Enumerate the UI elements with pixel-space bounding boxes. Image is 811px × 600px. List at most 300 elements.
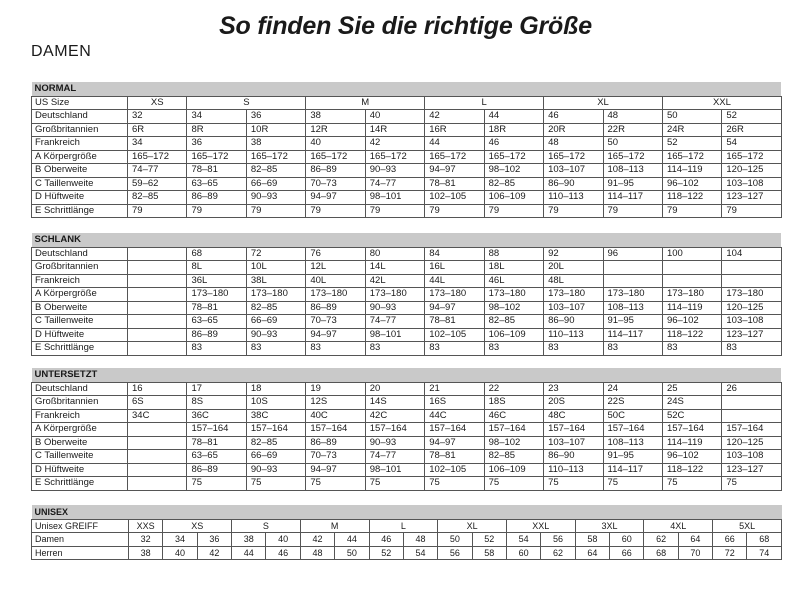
table-cell: 82–85: [246, 436, 305, 450]
table-cell: 12S: [306, 396, 365, 410]
table-cell: 86–89: [187, 463, 246, 477]
table-cell: [128, 328, 187, 342]
row-label: Frankreich: [32, 137, 128, 151]
table-cell: 120–125: [722, 436, 782, 450]
table-cell: 103–107: [544, 164, 603, 178]
table-cell: 42: [425, 110, 484, 124]
table-cell: 46: [266, 546, 300, 560]
section-header-row: [32, 368, 782, 382]
table-cell: [722, 409, 782, 423]
table-row: [32, 150, 782, 164]
table-cell: 118–122: [662, 463, 721, 477]
row-label: E Schrittlänge: [32, 342, 128, 356]
table-row: [32, 463, 782, 477]
table-cell: 36L: [187, 274, 246, 288]
table-cell: 22: [484, 382, 543, 396]
table-cell: 78–81: [187, 301, 246, 315]
table-cell: 114–117: [603, 463, 662, 477]
table-cell: 54: [403, 546, 437, 560]
table-cell: 18S: [484, 396, 543, 410]
table-cell: 72: [246, 247, 305, 261]
table-schlank: [31, 233, 782, 356]
table-cell: 52: [472, 533, 506, 547]
table-cell: 173–180: [662, 288, 721, 302]
table-cell: [128, 423, 187, 437]
table-cell: [603, 261, 662, 275]
table-row: [32, 261, 782, 275]
table-cell: [128, 463, 187, 477]
size-header: S: [232, 519, 301, 533]
table-cell: 173–180: [425, 288, 484, 302]
table-cell: 91–95: [603, 177, 662, 191]
table-cell: 82–85: [484, 450, 543, 464]
table-cell: 90–93: [246, 191, 305, 205]
size-header: XXS: [129, 519, 163, 533]
table-cell: 103–107: [544, 436, 603, 450]
table-cell: 38: [232, 533, 266, 547]
table-cell: 42: [300, 533, 334, 547]
row-label: D Hüftweite: [32, 191, 128, 205]
table-cell: 157–164: [246, 423, 305, 437]
table-unisex: [31, 505, 782, 560]
table-cell: 8L: [187, 261, 246, 275]
table-cell: 157–164: [484, 423, 543, 437]
table-cell: 46C: [484, 409, 543, 423]
table-cell: 66–69: [246, 177, 305, 191]
table-cell: 106–109: [484, 328, 543, 342]
row-label: B Oberweite: [32, 301, 128, 315]
row-label: C Taillenweite: [32, 177, 128, 191]
table-cell: [722, 274, 781, 288]
table-cell: 46L: [484, 274, 543, 288]
table-row: [32, 137, 782, 151]
table-cell: 44L: [425, 274, 484, 288]
table-cell: 123–127: [722, 463, 782, 477]
table-cell: 173–180: [603, 288, 662, 302]
size-header: XL: [544, 96, 663, 110]
size-header: L: [425, 96, 544, 110]
row-label: Großbritannien: [32, 261, 128, 275]
table-cell: 54: [722, 137, 782, 151]
table-cell: 20S: [544, 396, 603, 410]
table-cell: 46: [544, 110, 603, 124]
table-cell: 16S: [425, 396, 484, 410]
table-cell: 52: [662, 137, 721, 151]
table-cell: 18R: [484, 123, 543, 137]
table-cell: 165–172: [662, 150, 721, 164]
table-cell: 48: [403, 533, 437, 547]
table-cell: 6S: [128, 396, 187, 410]
table-cell: 165–172: [306, 150, 365, 164]
row-label: A Körpergröße: [32, 423, 128, 437]
table-cell: 83: [544, 342, 603, 356]
table-cell: 20L: [544, 261, 603, 275]
section-header-row: [32, 505, 782, 519]
table-cell: 36: [197, 533, 231, 547]
table-cell: 79: [128, 204, 187, 218]
table-cell: 165–172: [603, 150, 662, 164]
table-cell: 106–109: [484, 191, 543, 205]
table-row: [32, 288, 782, 302]
table-cell: 157–164: [306, 423, 365, 437]
table-cell: 50: [662, 110, 721, 124]
table-cell: 26: [722, 382, 782, 396]
table-cell: 14R: [365, 123, 424, 137]
table-cell: 114–117: [603, 191, 662, 205]
table-cell: 34: [187, 110, 246, 124]
table-cell: 94–97: [425, 301, 484, 315]
table-cell: [662, 261, 721, 275]
table-cell: 82–85: [128, 191, 187, 205]
table-cell: 92: [544, 247, 603, 261]
table-cell: 75: [246, 477, 305, 491]
table-cell: 75: [365, 477, 424, 491]
row-label: E Schrittlänge: [32, 204, 128, 218]
table-cell: 165–172: [365, 150, 424, 164]
table-cell: 50: [603, 137, 662, 151]
table-cell: 32: [129, 533, 163, 547]
table-row: [32, 477, 782, 491]
table-cell: 54: [506, 533, 540, 547]
table-cell: 103–108: [722, 177, 782, 191]
section-header: NORMAL: [32, 82, 782, 96]
table-cell: 83: [365, 342, 424, 356]
size-header: S: [187, 96, 306, 110]
table-cell: 44: [425, 137, 484, 151]
table-cell: 90–93: [365, 301, 424, 315]
table-cell: 165–172: [484, 150, 543, 164]
table-cell: 66: [713, 533, 747, 547]
table-cell: 103–108: [722, 450, 782, 464]
table-cell: 59–62: [128, 177, 187, 191]
table-cell: 79: [306, 204, 365, 218]
table-cell: 173–180: [544, 288, 603, 302]
table-cell: 165–172: [425, 150, 484, 164]
table-cell: 70: [678, 546, 712, 560]
table-cell: 48C: [544, 409, 603, 423]
table-cell: 22R: [603, 123, 662, 137]
table-cell: 12L: [306, 261, 365, 275]
table-cell: [722, 261, 781, 275]
table-row: [32, 342, 782, 356]
section-header: SCHLANK: [32, 233, 782, 247]
table-cell: 82–85: [484, 177, 543, 191]
table-cell: 96–102: [662, 177, 721, 191]
table-cell: 173–180: [306, 288, 365, 302]
table-row: [32, 315, 782, 329]
row-label: Deutschland: [32, 247, 128, 261]
table-cell: 86–90: [544, 177, 603, 191]
table-cell: [603, 274, 662, 288]
table-cell: 84: [425, 247, 484, 261]
table-cell: 120–125: [722, 301, 781, 315]
table-row: [32, 123, 782, 137]
table-cell: 26R: [722, 123, 782, 137]
section-header-row: [32, 233, 782, 247]
table-cell: [128, 274, 187, 288]
table-cell: 63–65: [187, 177, 246, 191]
table-cell: 58: [575, 533, 609, 547]
table-cell: 24R: [662, 123, 721, 137]
table-cell: 20R: [544, 123, 603, 137]
table-cell: 94–97: [306, 191, 365, 205]
table-cell: 173–180: [187, 288, 246, 302]
table-cell: 157–164: [425, 423, 484, 437]
table-cell: 75: [722, 477, 782, 491]
size-header: XS: [128, 96, 187, 110]
table-cell: 52: [369, 546, 403, 560]
table-cell: 83: [662, 342, 721, 356]
table-cell: 34C: [128, 409, 187, 423]
table-cell: [128, 261, 187, 275]
table-cell: 82–85: [246, 164, 305, 178]
table-row: [32, 110, 782, 124]
size-header: L: [369, 519, 438, 533]
table-cell: 63–65: [187, 450, 246, 464]
table-cell: 86–89: [306, 436, 365, 450]
table-cell: 100: [662, 247, 721, 261]
table-cell: 42C: [365, 409, 424, 423]
table-cell: [662, 274, 721, 288]
table-cell: 22S: [603, 396, 662, 410]
table-cell: 48L: [544, 274, 603, 288]
size-header: M: [300, 519, 369, 533]
table-cell: 90–93: [365, 436, 424, 450]
table-cell: 52C: [662, 409, 721, 423]
table-cell: 110–113: [544, 463, 603, 477]
table-cell: 50: [438, 533, 472, 547]
table-cell: 114–119: [662, 301, 721, 315]
table-cell: 36: [187, 137, 246, 151]
table-row: [32, 396, 782, 410]
table-cell: 50C: [603, 409, 662, 423]
table-cell: 72: [713, 546, 747, 560]
table-cell: 38L: [246, 274, 305, 288]
table-cell: 157–164: [187, 423, 246, 437]
table-cell: 96–102: [662, 315, 721, 329]
table-cell: 103–108: [722, 315, 781, 329]
table-cell: 36: [246, 110, 305, 124]
table-cell: [128, 315, 187, 329]
table-cell: 18L: [484, 261, 543, 275]
table-cell: 165–172: [187, 150, 246, 164]
table-cell: 75: [484, 477, 543, 491]
table-cell: 91–95: [603, 450, 662, 464]
table-row: [32, 450, 782, 464]
table-cell: [128, 436, 187, 450]
table-cell: 94–97: [306, 328, 365, 342]
row-label: Damen: [32, 533, 129, 547]
table-cell: 44: [484, 110, 543, 124]
table-cell: 90–93: [246, 463, 305, 477]
table-cell: 83: [246, 342, 305, 356]
table-cell: [128, 301, 187, 315]
row-label: Deutschland: [32, 110, 128, 124]
table-cell: 173–180: [484, 288, 543, 302]
table-cell: 48: [603, 110, 662, 124]
table-cell: 86–89: [187, 328, 246, 342]
table-cell: 86–89: [306, 301, 365, 315]
table-cell: 70–73: [306, 177, 365, 191]
table-cell: 40: [266, 533, 300, 547]
row-label: D Hüftweite: [32, 328, 128, 342]
row-label: Großbritannien: [32, 396, 128, 410]
table-cell: 75: [662, 477, 721, 491]
table-cell: 83: [425, 342, 484, 356]
table-cell: 78–81: [187, 436, 246, 450]
table-cell: [128, 288, 187, 302]
table-cell: 91–95: [603, 315, 662, 329]
table-row: [32, 409, 782, 423]
table-cell: 38: [129, 546, 163, 560]
table-cell: 104: [722, 247, 781, 261]
table-cell: 32: [128, 110, 187, 124]
table-cell: 42L: [365, 274, 424, 288]
table-cell: 75: [544, 477, 603, 491]
table-cell: 118–122: [662, 328, 721, 342]
table-cell: 78–81: [425, 177, 484, 191]
table-cell: 79: [484, 204, 543, 218]
table-row: [32, 546, 782, 560]
row-label: E Schrittlänge: [32, 477, 128, 491]
table-cell: 75: [425, 477, 484, 491]
table-row: [32, 382, 782, 396]
table-cell: 86–90: [544, 450, 603, 464]
table-row: [32, 204, 782, 218]
size-header: XS: [163, 519, 232, 533]
table-cell: 165–172: [128, 150, 187, 164]
table-cell: 40L: [306, 274, 365, 288]
table-cell: 78–81: [425, 315, 484, 329]
table-cell: 98–101: [365, 463, 424, 477]
size-header: XXL: [506, 519, 575, 533]
table-cell: 123–127: [722, 328, 781, 342]
table-cell: 98–102: [484, 436, 543, 450]
table-cell: 46: [484, 137, 543, 151]
table-cell: 14S: [365, 396, 424, 410]
table-cell: 76: [306, 247, 365, 261]
table-row: [32, 274, 782, 288]
table-cell: 173–180: [365, 288, 424, 302]
table-row: [32, 436, 782, 450]
table-cell: [128, 342, 187, 356]
table-cell: 62: [541, 546, 575, 560]
table-cell: 16: [128, 382, 187, 396]
page-title: So finden Sie die richtige Größe: [219, 12, 592, 40]
table-cell: 12R: [306, 123, 365, 137]
table-cell: 48: [544, 137, 603, 151]
table-cell: 42: [365, 137, 424, 151]
table-cell: 10L: [246, 261, 305, 275]
table-cell: 75: [306, 477, 365, 491]
table-cell: 21: [425, 382, 484, 396]
table-cell: 52: [722, 110, 782, 124]
table-cell: 60: [610, 533, 644, 547]
table-cell: 64: [678, 533, 712, 547]
table-cell: 79: [187, 204, 246, 218]
table-cell: 94–97: [306, 463, 365, 477]
row-label: Frankreich: [32, 274, 128, 288]
table-cell: 62: [644, 533, 678, 547]
table-cell: 157–164: [544, 423, 603, 437]
row-label: Unisex GREIFF: [32, 519, 129, 533]
row-label: B Oberweite: [32, 436, 128, 450]
table-cell: 24: [603, 382, 662, 396]
table-row: [32, 301, 782, 315]
row-label: A Körpergröße: [32, 288, 128, 302]
table-cell: 48: [300, 546, 334, 560]
table-cell: 44: [232, 546, 266, 560]
table-cell: 94–97: [425, 164, 484, 178]
table-cell: 102–105: [425, 191, 484, 205]
table-cell: 68: [187, 247, 246, 261]
row-label: Frankreich: [32, 409, 128, 423]
table-row: [32, 191, 782, 205]
table-cell: 74–77: [365, 450, 424, 464]
table-cell: 20: [365, 382, 424, 396]
table-cell: 110–113: [544, 191, 603, 205]
table-row: [32, 164, 782, 178]
table-cell: 165–172: [722, 150, 782, 164]
table-cell: 103–107: [544, 301, 603, 315]
row-label: D Hüftweite: [32, 463, 128, 477]
table-cell: 96–102: [662, 450, 721, 464]
table-cell: 83: [484, 342, 543, 356]
table-cell: 75: [603, 477, 662, 491]
table-cell: 24S: [662, 396, 721, 410]
table-cell: 86–89: [187, 191, 246, 205]
table-cell: 34: [128, 137, 187, 151]
size-header: 3XL: [575, 519, 644, 533]
row-label: Großbritannien: [32, 123, 128, 137]
table-cell: 18: [246, 382, 305, 396]
row-label: B Oberweite: [32, 164, 128, 178]
table-cell: 173–180: [246, 288, 305, 302]
table-cell: 173–180: [722, 288, 781, 302]
table-cell: 79: [544, 204, 603, 218]
size-header: XXL: [662, 96, 781, 110]
table-row: [32, 177, 782, 191]
section-header: UNTERSETZT: [32, 368, 782, 382]
table-cell: 60: [506, 546, 540, 560]
row-label: Herren: [32, 546, 129, 560]
table-cell: 34: [163, 533, 197, 547]
table-cell: 38: [306, 110, 365, 124]
table-cell: 58: [472, 546, 506, 560]
table-cell: 17: [187, 382, 246, 396]
table-cell: 68: [747, 533, 782, 547]
table-cell: 16L: [425, 261, 484, 275]
table-cell: 40: [365, 110, 424, 124]
table-cell: 44: [335, 533, 369, 547]
row-label: C Taillenweite: [32, 315, 128, 329]
table-cell: 98–101: [365, 328, 424, 342]
table-cell: 108–113: [603, 436, 662, 450]
table-normal: [31, 82, 782, 218]
table-cell: 56: [438, 546, 472, 560]
table-cell: 96: [603, 247, 662, 261]
table-cell: 86–90: [544, 315, 603, 329]
table-cell: 8R: [187, 123, 246, 137]
table-untersetzt: [31, 368, 782, 491]
table-cell: 66–69: [246, 315, 305, 329]
table-cell: 23: [544, 382, 603, 396]
table-cell: 90–93: [365, 164, 424, 178]
table-cell: 44C: [425, 409, 484, 423]
table-cell: 157–164: [722, 423, 782, 437]
table-cell: 74–77: [128, 164, 187, 178]
table-cell: 94–97: [425, 436, 484, 450]
